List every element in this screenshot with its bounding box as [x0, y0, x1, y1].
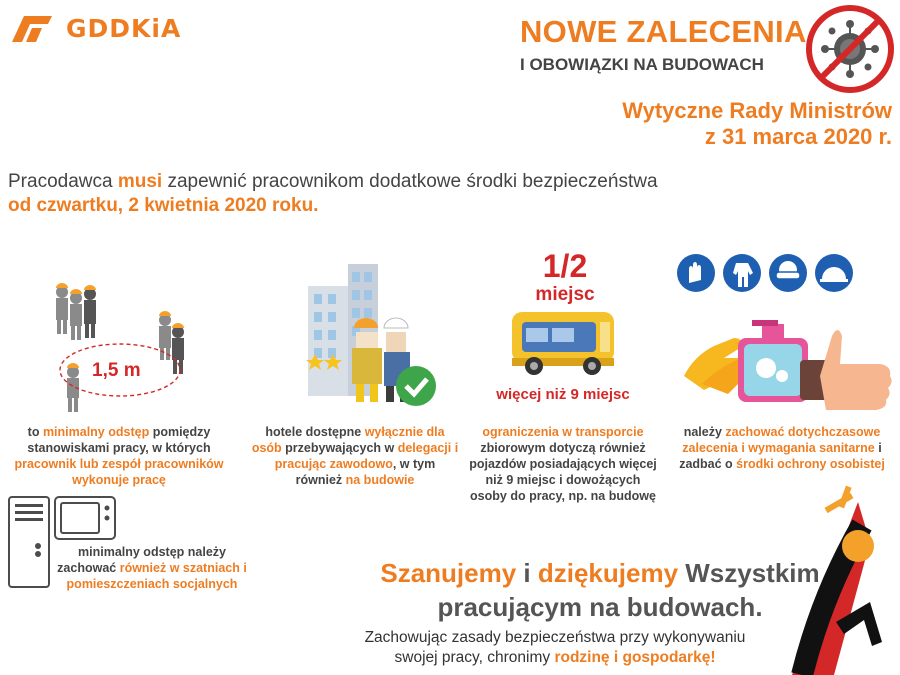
no-virus-icon	[805, 4, 895, 94]
gddkia-logo-mark	[8, 12, 56, 46]
distance-label: 1,5 m	[92, 360, 141, 381]
helmet-icon	[814, 253, 854, 293]
logo-text: GDDKiA	[66, 14, 182, 43]
superhero-worker-illustration	[762, 482, 900, 675]
bus-more-than-label: więcej niż 9 miejsc	[496, 386, 630, 403]
thanks-heading: Szanujemy i dziękujemy Wszystkim pracującym na budowach.	[380, 558, 820, 622]
bus-icon	[508, 308, 618, 383]
thanks-subtext: Zachowując zasady bezpieczeństwa przy wykonywaniu swojej pracy, chronimy rodzinę i gospodarkę!	[364, 629, 746, 666]
logo	[8, 10, 218, 48]
caption-transport: ograniczenia w transporcie zbiorowym dotyczą również pojazdów posiadających więcej niż 9 miejsc i dowożących osoby do pracy, np. na budowę	[469, 425, 657, 503]
page-subtitle: I OBOWIĄZKI NA BUDOWACH	[520, 55, 764, 74]
hotel-workers-illustration	[300, 262, 440, 412]
workers-distance-illustration	[40, 280, 200, 415]
caption-sanitary: należy zachować dotychczasowe zalecenia i wymagania sanitarne i zadbać o środki ochrony osobistej	[679, 425, 885, 471]
bus-fraction: 1/2	[542, 248, 588, 284]
locker-icon	[8, 496, 50, 588]
intro-date: od czwartku, 2 kwietnia 2020 roku.	[8, 195, 319, 216]
ppe-icons-row	[676, 253, 856, 295]
caption-hotels: hotele dostępne wyłącznie dla osób przebywających w delegacji i pracując zawodowo, w tym również na budowie	[251, 425, 459, 487]
guideline-line2: z 31 marca 2020 r.	[704, 124, 892, 149]
page-title: NOWE ZALECENIA	[520, 14, 807, 49]
guideline-line1: Wytyczne Rady Ministrów	[622, 98, 892, 123]
guideline-text	[622, 98, 892, 150]
microwave-icon	[54, 496, 116, 540]
goggles-icon	[768, 253, 808, 293]
caption-locker-rooms: minimalny odstęp należy zachować również w szatniach i pomieszczeniach socjalnych	[57, 545, 247, 591]
gloves-icon	[676, 253, 716, 293]
protective-suit-icon	[722, 253, 762, 293]
caption-distance: to minimalny odstęp pomiędzy stanowiskami pracy, w których pracownik lub zespół pracowników wykonuje pracę	[14, 425, 224, 487]
intro-text: Pracodawca musi zapewnić pracownikom dodatkowe środki bezpieczeństwa od czwartku, 2 kwietnia 2020 roku.	[8, 170, 708, 218]
sanitizer-thumbs-up-illustration	[682, 316, 900, 416]
bus-seats-label: miejsc	[535, 284, 595, 305]
